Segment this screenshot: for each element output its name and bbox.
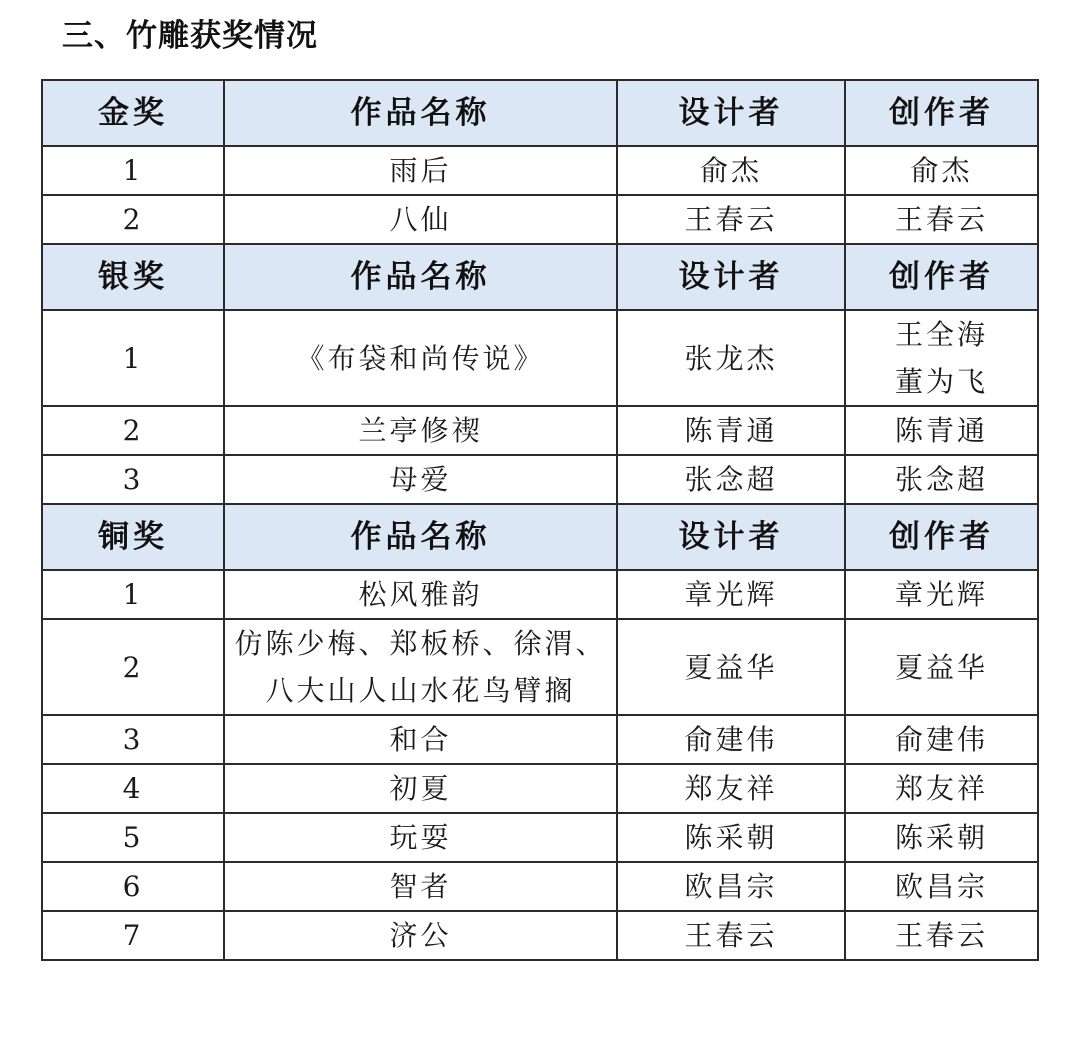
row-number: 6 [42,862,224,911]
designer: 王春云 [617,195,845,244]
table-row [42,455,1038,504]
work-name: 济公 [224,911,617,960]
bronze-header-row [42,504,1038,570]
designer: 张念超 [617,455,845,504]
row-number: 5 [42,813,224,862]
work-name: 智者 [224,862,617,911]
designer: 陈采朝 [617,813,845,862]
work-name: 兰亭修禊 [224,406,617,455]
table-row [42,911,1038,960]
designer: 郑友祥 [617,764,845,813]
work-name: 初夏 [224,764,617,813]
row-number: 4 [42,764,224,813]
work-name-header: 作品名称 [224,244,617,310]
creator: 郑友祥 [845,764,1038,813]
table-row [42,195,1038,244]
work-name [224,619,617,715]
creator-header: 创作者 [845,504,1038,570]
designer: 俞建伟 [617,715,845,764]
row-number: 3 [42,715,224,764]
creator: 王春云 [845,911,1038,960]
gold-header-row [42,80,1038,146]
creator: 张念超 [845,455,1038,504]
row-number: 2 [42,406,224,455]
work-name-header: 作品名称 [224,504,617,570]
page-title: 三、竹雕获奖情况 [62,18,318,54]
table-row [42,310,1038,406]
creator: 章光辉 [845,570,1038,619]
creator: 陈采朝 [845,813,1038,862]
row-number: 1 [42,310,224,406]
gold-award-label: 金奖 [42,80,224,146]
bronze-award-label: 铜奖 [42,504,224,570]
designer-header: 设计者 [617,244,845,310]
work-name: 母爱 [224,455,617,504]
table-row [42,813,1038,862]
silver-header-row [42,244,1038,310]
work-name: 《布袋和尚传说》 [224,310,617,406]
creator: 陈青通 [845,406,1038,455]
designer: 欧昌宗 [617,862,845,911]
work-name: 玩耍 [224,813,617,862]
row-number: 2 [42,619,224,715]
designer: 俞杰 [617,146,845,195]
designer: 张龙杰 [617,310,845,406]
silver-award-label: 银奖 [42,244,224,310]
designer: 章光辉 [617,570,845,619]
row-number: 7 [42,911,224,960]
work-name-line: 仿陈少梅、郑板桥、徐渭、 [234,627,607,660]
table-row [42,764,1038,813]
row-number: 1 [42,146,224,195]
creator-header: 创作者 [845,80,1038,146]
creator [845,310,1038,406]
work-name: 雨后 [224,146,617,195]
work-name-header: 作品名称 [224,80,617,146]
table-row [42,862,1038,911]
creator: 俞杰 [845,146,1038,195]
row-number: 1 [42,570,224,619]
creator: 俞建伟 [845,715,1038,764]
creator-line: 王全海 [894,318,988,351]
table-row [42,619,1038,715]
designer-header: 设计者 [617,80,845,146]
row-number: 3 [42,455,224,504]
creator: 夏益华 [845,619,1038,715]
work-name-line: 八大山人山水花鸟臂搁 [265,674,576,707]
table-row [42,715,1038,764]
creator: 王春云 [845,195,1038,244]
table-row [42,146,1038,195]
designer: 夏益华 [617,619,845,715]
work-name: 松风雅韵 [224,570,617,619]
designer: 王春云 [617,911,845,960]
designer-header: 设计者 [617,504,845,570]
creator-line: 董为飞 [894,365,988,398]
work-name: 和合 [224,715,617,764]
table-row [42,570,1038,619]
work-name: 八仙 [224,195,617,244]
designer: 陈青通 [617,406,845,455]
table-row [42,406,1038,455]
creator-header: 创作者 [845,244,1038,310]
row-number: 2 [42,195,224,244]
creator: 欧昌宗 [845,862,1038,911]
awards-table [41,79,1039,961]
